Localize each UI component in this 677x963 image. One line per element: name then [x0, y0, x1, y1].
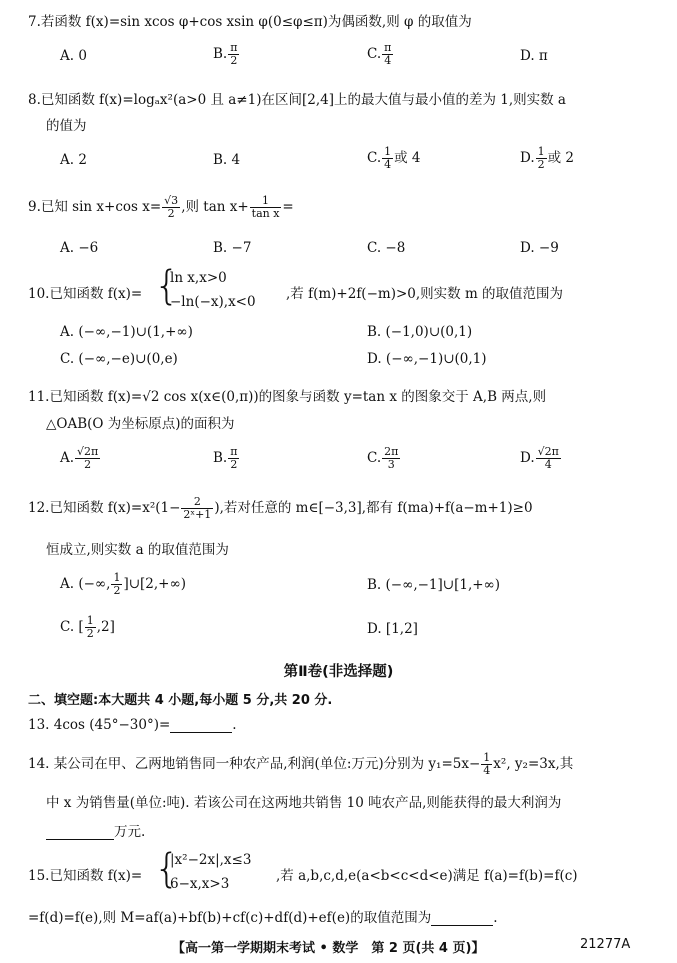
q7-option-a: A. 0: [60, 48, 87, 64]
q15-stem-tail: ,若 a,b,c,d,e(a<b<c<d<e)满足 f(a)=f(b)=f(c): [276, 868, 578, 884]
q10-stem-lead: 10.已知函数 f(x)=: [28, 286, 143, 302]
q12-option-c: C. [ $\frac{1}{2}$ ,2]: [60, 614, 115, 640]
q9-option-a: A. −6: [60, 240, 99, 256]
q10-option-c: C. (−∞,−e)∪(0,e): [60, 351, 178, 367]
q14-stem-line2: 中 x 为销售量(单位:吨). 若该公司在这两地共销售 10 吨农产品,则能获得的最大利润为: [46, 795, 562, 811]
q7-stem: 7.若函数 f(x)=sin xcos φ+cos xsin φ(0≤φ≤π)为偶函数,则 φ 的取值为: [28, 14, 472, 30]
q8-stem-line1: 8.已知函数 f(x)=logₐx²(a>0 且 a≠1)在区间[2,4]上的最大值与最小值的差为 1,则实数 a: [28, 92, 566, 108]
q11-option-b: B. $\frac{\pi}{2}$: [213, 445, 238, 471]
q8-option-d: D. $\frac{1}{2}$ 或 2: [520, 145, 575, 171]
section-heading: 二、填空题:本大题共 4 小题,每小题 5 分,共 20 分.: [28, 693, 333, 708]
q15-answer-blank[interactable]: [431, 911, 493, 926]
q8-option-a: A. 2: [60, 152, 87, 168]
q9-stem: 9.已知 sin x+cos x= $\frac{√3}{2}$ ,则 tan x+ $\frac{1}{\text{tan x}}$ =: [28, 194, 294, 220]
q15-stem-lead: 15.已知函数 f(x)=: [28, 868, 143, 884]
footer-page-info: 【高一第一学期期末考试 • 数学 第 2 页(共 4 页)】: [172, 941, 485, 956]
q11-option-c: C. $\frac{2\pi}{3}$: [367, 445, 399, 471]
q12-stem: 12.已知函数 f(x)=x²(1− $\frac{2}{\text{2ˣ+1}}$ ),若对任意的 m∈[−3,3],都有 f(ma)+f(a−m+1)≥0: [28, 495, 533, 521]
q9-option-d: D. −9: [520, 240, 559, 256]
q15-brace: {: [154, 846, 180, 892]
q10-stem-tail: ,若 f(m)+2f(−m)>0,则实数 m 的取值范围为: [286, 286, 564, 302]
q10-brace: {: [154, 263, 180, 309]
section-title: 第Ⅱ卷(非选择题): [283, 664, 394, 680]
q10-option-b: B. (−1,0)∪(0,1): [367, 324, 473, 340]
q14-answer-blank[interactable]: [46, 825, 114, 840]
q14-answer-line: 万元.: [46, 820, 145, 840]
q9-option-c: C. −8: [367, 240, 406, 256]
q12-option-b: B. (−∞,−1]∪[1,+∞): [367, 577, 501, 593]
q10-option-a: A. (−∞,−1)∪(1,+∞): [60, 324, 193, 340]
q13-stem: 13. 4cos (45°−30°)= .: [28, 717, 237, 733]
q11-option-a: A. $\frac{√2\pi}{2}$: [60, 445, 99, 471]
q15-case1: |x²−2x|,x≤3: [170, 852, 252, 868]
q15-stem-line2: =f(d)=f(e),则 M=af(a)+bf(b)+cf(c)+df(d)+ef(e)的取值范围为 .: [28, 910, 498, 926]
q9-option-b: B. −7: [213, 240, 252, 256]
q10-option-d: D. (−∞,−1)∪(0,1): [367, 351, 487, 367]
q7-option-d: D. π: [520, 48, 548, 64]
q14-stem-line1: 14. 某公司在甲、乙两地销售同一种农产品,利润(单位:万元)分别为 y₁=5x− $\frac{1}{4}$ x², y₂=3x,其: [28, 751, 574, 777]
q8-option-c: C. $\frac{1}{4}$ 或 4: [367, 145, 421, 171]
q15-case2: 6−x,x>3: [170, 876, 230, 892]
q8-stem-line2: 的值为: [46, 118, 87, 134]
q11-stem-line2: △OAB(O 为坐标原点)的面积为: [46, 416, 235, 432]
q13-answer-blank[interactable]: [170, 718, 232, 733]
q11-option-d: D. $\frac{√2\pi}{4}$: [520, 445, 559, 471]
q11-stem-line1: 11.已知函数 f(x)=√2 cos x(x∈(0,π))的图象与函数 y=tan x 的图象交于 A,B 两点,则: [28, 389, 547, 405]
q10-case2: −ln(−x),x<0: [170, 294, 256, 310]
q8-option-b: B. 4: [213, 152, 241, 168]
q12-stem-line2: 恒成立,则实数 a 的取值范围为: [46, 542, 229, 558]
q10-case1: ln x,x>0: [170, 270, 227, 286]
q12-option-d: D. [1,2]: [367, 621, 418, 637]
q12-option-a: A. (−∞, $\frac{1}{2}$ ]∪[2,+∞): [60, 571, 187, 597]
q7-option-c: C. $\frac{\pi}{4}$: [367, 41, 392, 67]
footer-code: 21277A: [580, 937, 631, 952]
q7-option-b: B. $\frac{\pi}{2}$: [213, 41, 238, 67]
